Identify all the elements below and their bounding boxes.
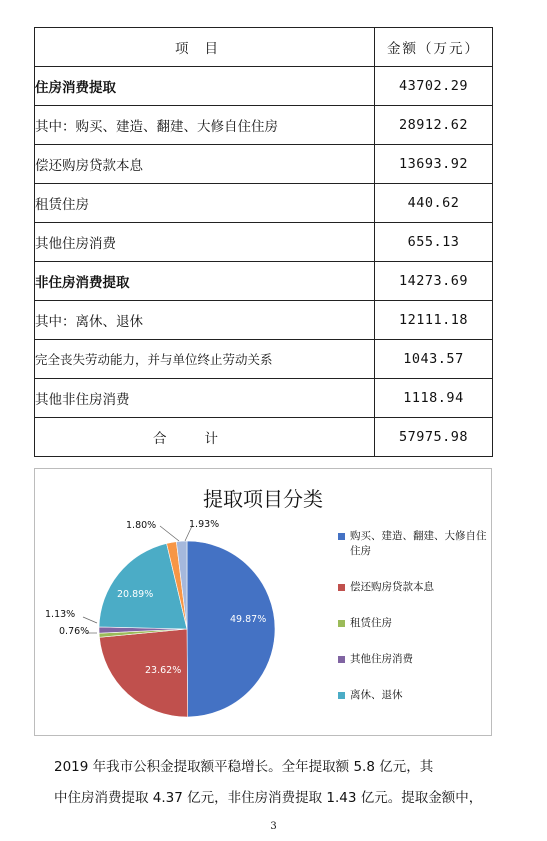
legend-swatch bbox=[338, 584, 345, 591]
total-label: 合计 bbox=[35, 418, 375, 457]
body-paragraph-line: 中住房消费提取 4.37 亿元，非住房消费提取 1.43 亿元。提取金额中， bbox=[54, 790, 483, 806]
row-value: 1118.94 bbox=[375, 379, 493, 418]
legend-label: 购买、建造、翻建、大修自住住房 bbox=[350, 530, 487, 557]
slice-label: 49.87% bbox=[230, 614, 267, 625]
legend-item bbox=[338, 652, 488, 667]
row-label: 其中：离休、退休 bbox=[35, 301, 375, 340]
row-value: 43702.29 bbox=[375, 67, 493, 106]
table-row bbox=[35, 184, 493, 223]
header-amount: 金额（万元） bbox=[375, 28, 493, 67]
row-value: 655.13 bbox=[375, 223, 493, 262]
row-label: 完全丧失劳动能力，并与单位终止劳动关系 bbox=[35, 340, 375, 379]
table-row bbox=[35, 145, 493, 184]
row-label: 非住房消费提取 bbox=[35, 262, 375, 301]
legend-item bbox=[338, 529, 488, 559]
table-row bbox=[35, 106, 493, 145]
chart-legend bbox=[338, 529, 488, 724]
row-label: 租赁住房 bbox=[35, 184, 375, 223]
table-row bbox=[35, 379, 493, 418]
header-item: 项目 bbox=[35, 28, 375, 67]
slice-label: 1.13% bbox=[45, 609, 76, 620]
table-row bbox=[35, 67, 493, 106]
leader-line bbox=[160, 526, 179, 541]
row-label: 其他住房消费 bbox=[35, 223, 375, 262]
slice-label: 23.62% bbox=[145, 665, 182, 676]
body-paragraph-line: 2019 年我市公积金提取额平稳增长。全年提取额 5.8 亿元，其 bbox=[54, 759, 434, 775]
row-value: 14273.69 bbox=[375, 262, 493, 301]
legend-swatch bbox=[338, 692, 345, 699]
table-total-row bbox=[35, 418, 493, 457]
row-value: 13693.92 bbox=[375, 145, 493, 184]
row-value: 28912.62 bbox=[375, 106, 493, 145]
slice-label: 20.89% bbox=[117, 589, 154, 600]
legend-swatch bbox=[338, 533, 345, 540]
legend-label: 离休、退休 bbox=[350, 689, 403, 701]
row-value: 12111.18 bbox=[375, 301, 493, 340]
legend-label: 偿还购房贷款本息 bbox=[350, 581, 434, 593]
table-row bbox=[35, 223, 493, 262]
legend-item bbox=[338, 616, 488, 631]
table-row bbox=[35, 301, 493, 340]
pie-slice bbox=[187, 541, 275, 717]
legend-swatch bbox=[338, 620, 345, 627]
row-label: 偿还购房贷款本息 bbox=[35, 145, 375, 184]
legend-item bbox=[338, 688, 488, 703]
withdrawal-table bbox=[34, 27, 493, 457]
legend-label: 其他住房消费 bbox=[350, 653, 413, 665]
row-value: 440.62 bbox=[375, 184, 493, 223]
total-value: 57975.98 bbox=[375, 418, 493, 457]
row-value: 1043.57 bbox=[375, 340, 493, 379]
row-label: 住房消费提取 bbox=[35, 67, 375, 106]
legend-swatch bbox=[338, 656, 345, 663]
legend-item bbox=[338, 580, 488, 595]
slice-label: 1.93% bbox=[189, 519, 220, 530]
table-header-row bbox=[35, 28, 493, 67]
chart-title: 提取项目分类 bbox=[203, 487, 323, 511]
row-label: 其他非住房消费 bbox=[35, 379, 375, 418]
page-number: 3 bbox=[270, 821, 277, 832]
leader-line bbox=[83, 617, 97, 623]
row-label: 其中：购买、建造、翻建、大修自住住房 bbox=[35, 106, 375, 145]
slice-label: 1.80% bbox=[126, 520, 157, 531]
legend-label: 租赁住房 bbox=[350, 617, 392, 629]
table-row bbox=[35, 262, 493, 301]
table-row bbox=[35, 340, 493, 379]
slice-label: 0.76% bbox=[59, 626, 90, 637]
pie-chart bbox=[34, 468, 492, 736]
